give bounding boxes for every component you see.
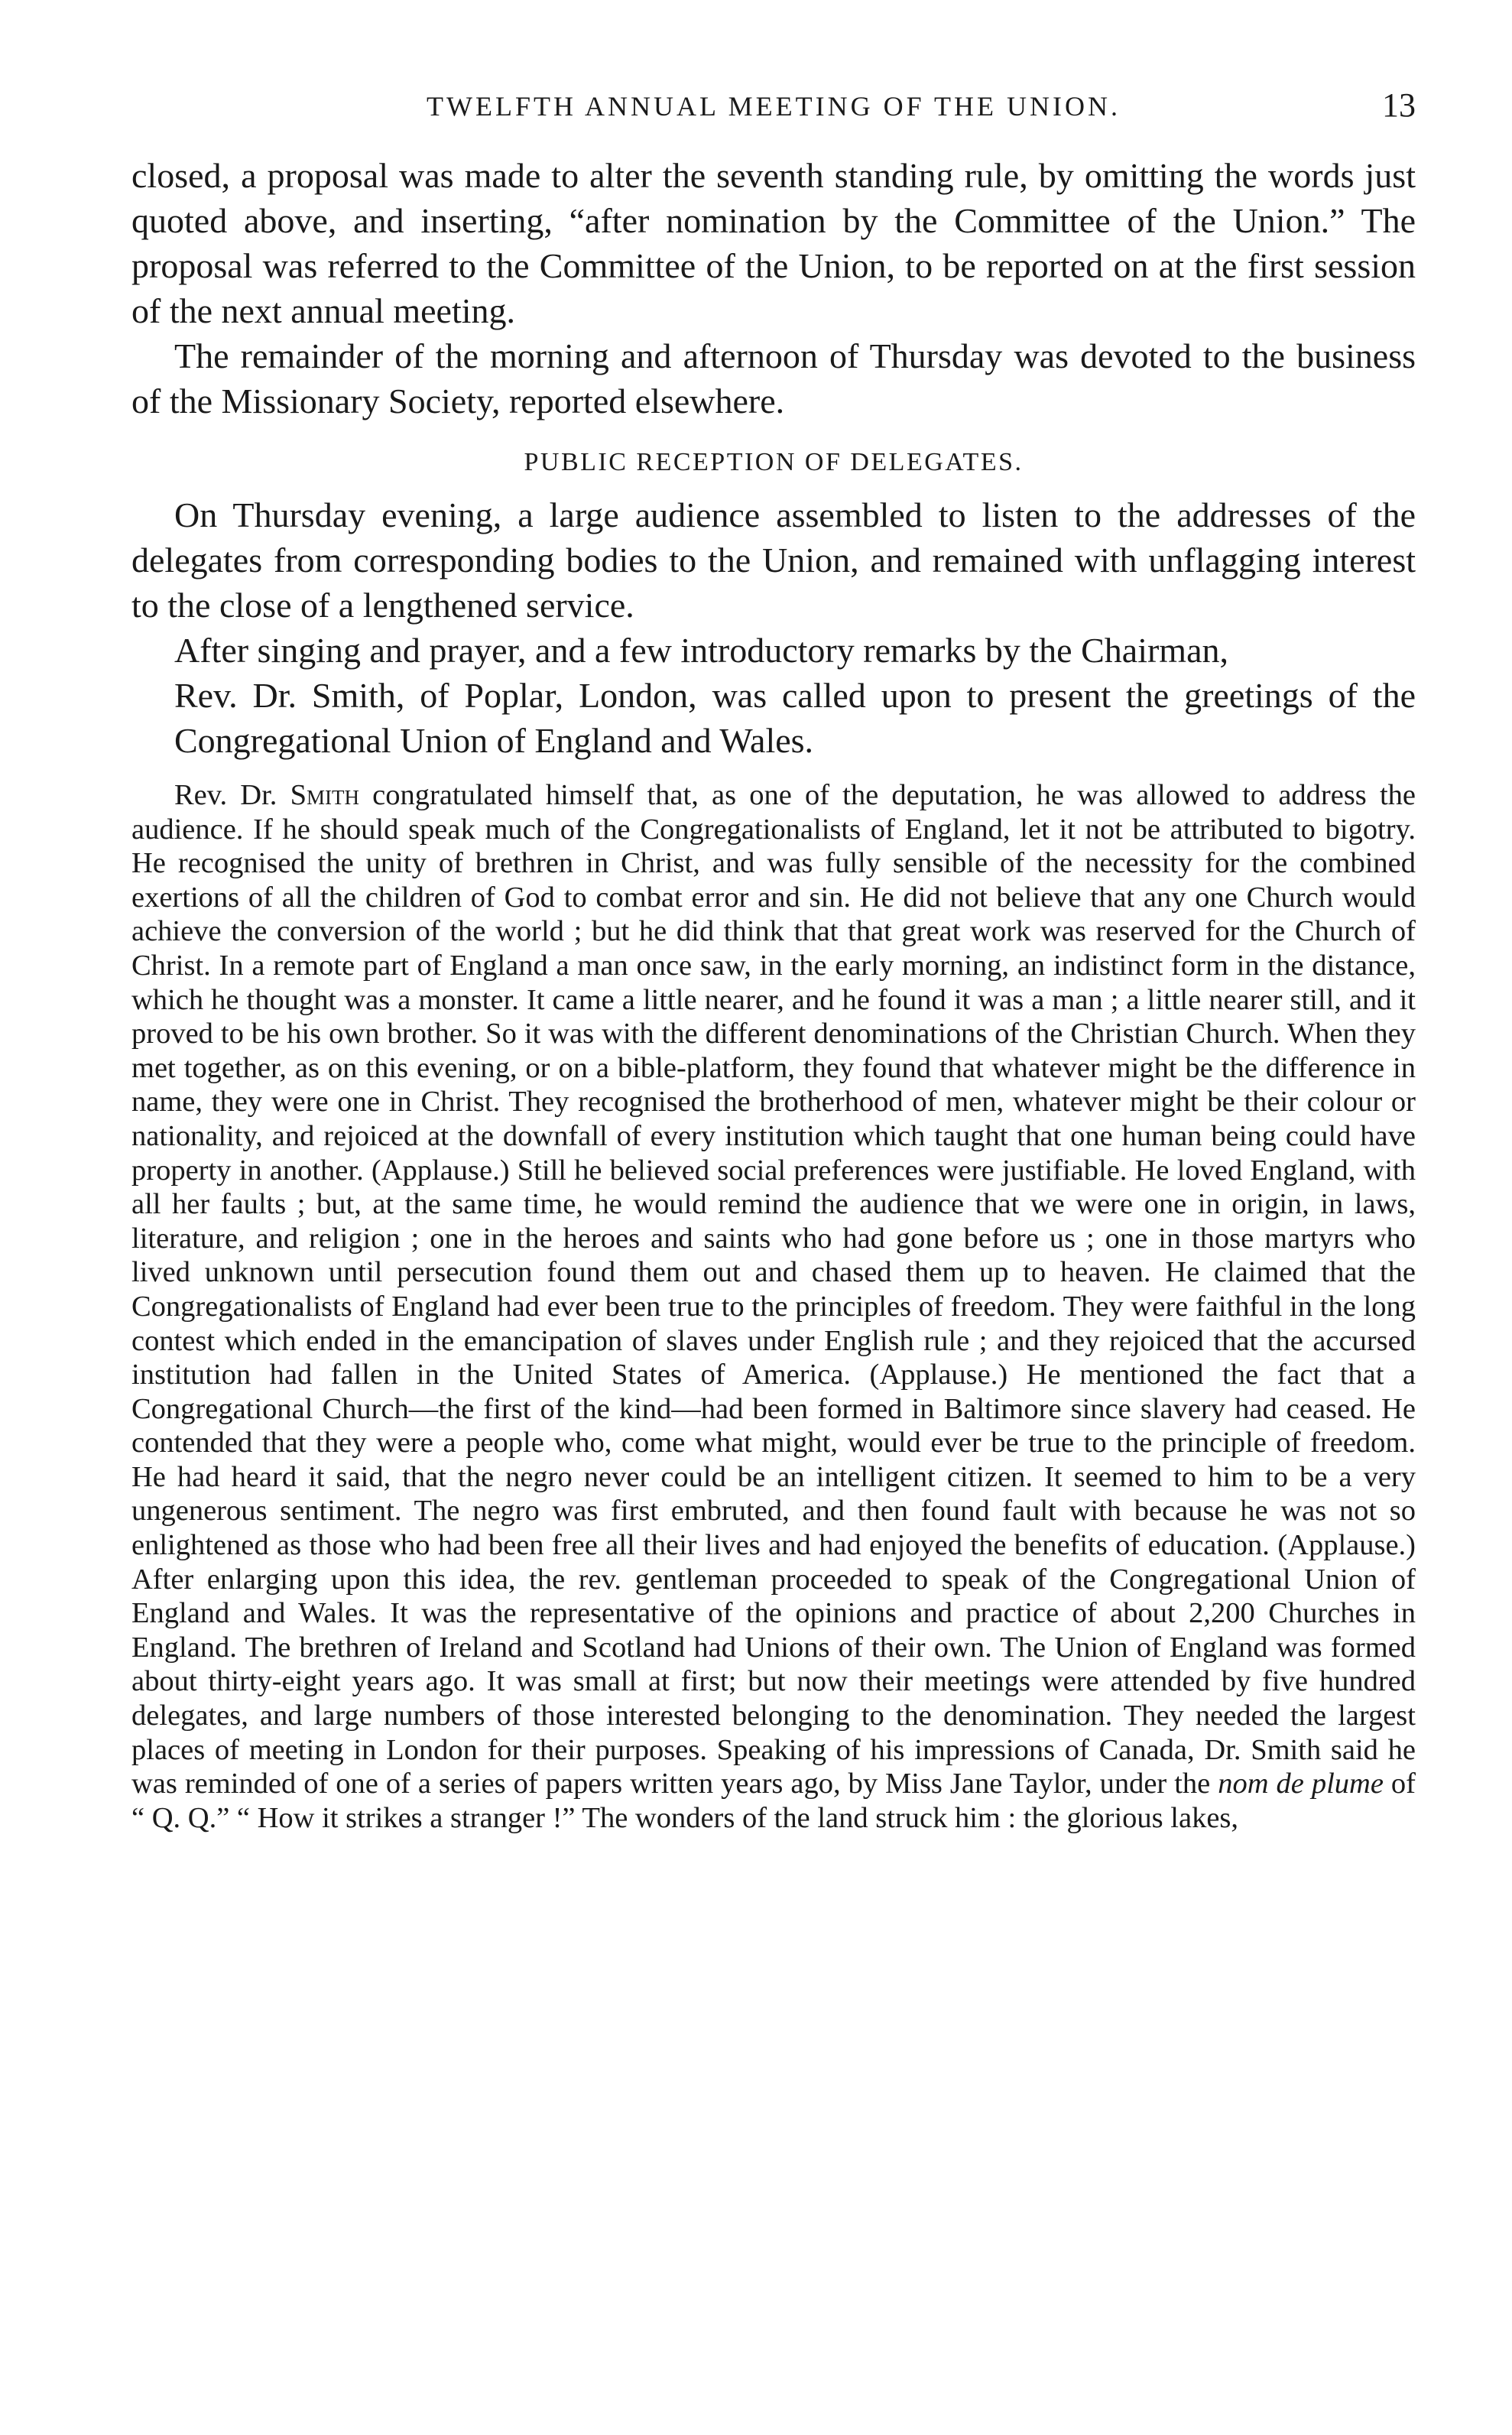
address-ending: of “ Q. Q.” “ How it strikes a stranger !” The wonders of the land struck him : the glorious lakes,: [131, 1768, 1416, 1834]
page-number: 13: [1382, 86, 1416, 124]
speaker-name: Smith: [290, 779, 359, 811]
paragraph-thursday-evening: On Thursday evening, a large audience assembled to listen to the addresses of the delegates from corresponding bodies to the Union, and remained with unflagging interest to the close of a lengthened service.: [131, 495, 1416, 625]
paragraph-thursday-remainder: The remainder of the morning and afternoon of Thursday was devoted to the business of the Missionary Society, reported elsewhere.: [131, 336, 1416, 420]
running-head: [131, 86, 1416, 136]
paragraph-after-singing-rest: Rev. Dr. Smith, of Poplar, London, was called upon to present the greetings of the Congregational Union of England and Wales.: [174, 676, 1416, 760]
nom-de-plume-italic: nom de plume: [1218, 1768, 1384, 1800]
document-page: [131, 86, 1416, 1835]
address-body: congratulated himself that, as one of the deputation, he was allowed to address the audience. If he should speak much of the Congregationalists of England, let it not be attributed to bigotry. He recognised the unity of brethren in Christ, and was fully sensible of the necessity for the combined exertions of all the children of God to combat error and sin. He did not believe that any one Church would achieve the conversion of the world ; but he did think that that great work was reserved for the Church of Christ. In a remote part of England a man once saw, in the early morning, an indistinct form in the distance, which he thought was a monster. It came a little nearer, and he found it was a man ; a little nearer still, and it proved to be his own brother. So it was with the different denominations of the Christian Church. When they met together, as on this evening, or on a bible-platform, they found that whatever might be the difference in name, they were one in Christ. They recognised the brotherhood of men, whatever might be their colour or nationality, and rejoiced at the downfall of every institution which taught that one human being could have property in another. (Applause.) Still he believed social preferences were justifiable. He loved England, with all her faults ; but, at the same time, he would remind the audience that we were one in origin, in laws, literature, and religion ; one in the heroes and saints who had gone before us ; one in those martyrs who lived unknown until persecution found them out and chased them up to heaven. He claimed that the Congregationalists of England had ever been true to the principles of freedom. They were faithful in the long contest which ended in the emancipation of slaves under English rule ; and they rejoiced that the accursed institution had fallen in the United States of America. (Applause.) He mentioned the fact that a Congregational Church—the first of the kind—had been formed in Baltimore since slavery had ceased. He contended that they were a people who, come what might, would ever be true to the principle of freedom. He had heard it said, that the negro never could be an intelligent citizen. It seemed to him to be a very ungenerous sentiment. The negro was first embruted, and then found fault with because he was not so enlightened as those who had been free all their lives and had enjoyed the benefits of education. (Applause.) After enlarging upon this idea, the rev. gentleman proceeded to speak of the Congregational Union of England and Wales. It was the representative of the opinions and practice of about 2,200 Churches in England. The brethren of Ireland and Scotland had Unions of their own. The Union of England was formed about thirty-eight years ago. It was small at first; but now their meetings were attended by five hundred delegates, and large numbers of those interested belonging to the denomination. They needed the largest places of meeting in London for their purposes. Speaking of his impressions of Canada, Dr. Smith said he was reminded of one of a series of papers written years ago, by Miss Jane Taylor, under the: [131, 779, 1416, 1800]
section-heading: PUBLIC RECEPTION OF DELEGATES.: [524, 448, 1024, 476]
speaker-prefix: Rev. Dr.: [174, 779, 290, 811]
paragraph-dr-smith-address: [131, 778, 1416, 1835]
paragraph-closing-proposal: closed, a proposal was made to alter the seventh standing rule, by omitting the words just quoted above, and inserting, “after nomination by the Committee of the Union.” The proposal was referred to the Committee of the Union, to be reported on at the first session of the next annual meeting.: [131, 156, 1416, 330]
paragraph-after-singing-line1: After singing and prayer, and a few introductory remarks by the Chairman,: [174, 631, 1228, 670]
running-title: TWELFTH ANNUAL MEETING OF THE UNION.: [427, 91, 1121, 122]
